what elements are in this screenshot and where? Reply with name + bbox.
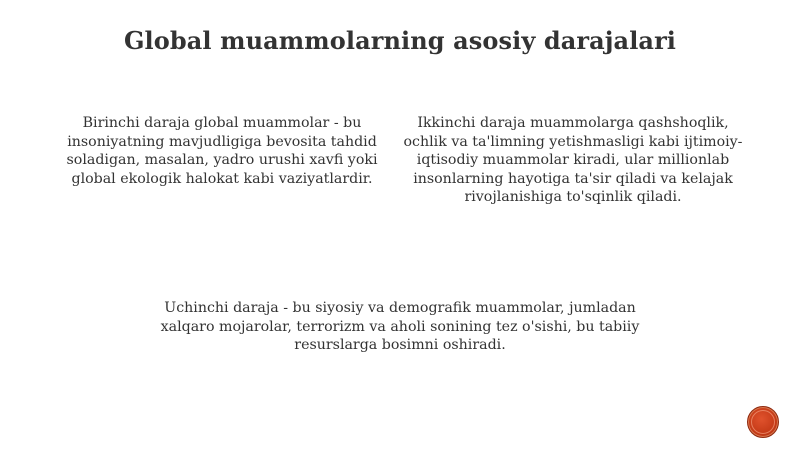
paragraph-level-three: Uchinchi daraja - bu siyosiy va demografik muammolar, jumladan xalqaro mojarolar, terrorizm va aholi sonining tez o'sishi, bu tabiiy resurslarga bosimni oshiradi.: [160, 300, 640, 353]
slide-title: Global muammolarning asosiy darajalari: [123, 26, 677, 55]
paragraph-level-two: Ikkinchi daraja muammolarga qashshoqlik, ochlik va ta'limning yetishmasligi kabi ijtimoiy-iqtisodiy muammolar kiradi, ular millionlab insonlarning hayotiga ta'sir qiladi va kelajak rivojlanishiga to'sqinlik qiladi.: [403, 115, 743, 205]
paragraph-level-one: Birinchi daraja global muammolar - bu insoniyatning mavjudligiga bevosita tahdid soladigan, masalan, yadro urushi xavfi yoki global ekologik halokat kabi vaziyatlardir.: [66, 115, 378, 187]
slide-nav-button[interactable]: [747, 406, 779, 438]
